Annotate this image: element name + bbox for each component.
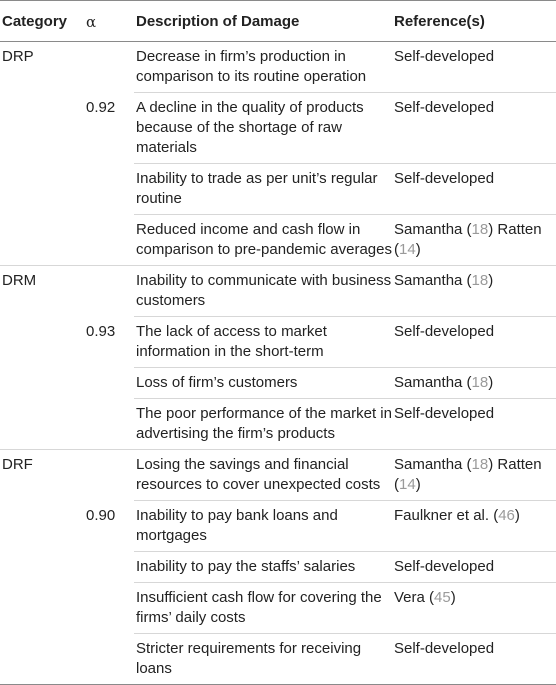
table-row — [0, 164, 556, 215]
table-row — [0, 634, 556, 685]
category-cell — [0, 501, 84, 552]
reference-cell — [392, 634, 556, 685]
reference-citation-link[interactable]: 14 — [399, 241, 416, 258]
reference-cell — [392, 215, 556, 266]
category-cell — [0, 368, 84, 399]
reference-citation-link[interactable]: 18 — [471, 221, 489, 238]
category-cell: DRF — [2, 456, 33, 473]
description-cell: Reduced income and cash flow in comparison to pre-pandemic averages — [134, 215, 392, 266]
category-cell — [0, 215, 84, 266]
alpha-cell — [84, 164, 134, 215]
alpha-cell — [84, 215, 134, 266]
reference-citation-link[interactable]: 14 — [399, 476, 416, 493]
alpha-cell: 0.92 — [86, 98, 116, 116]
alpha-cell — [84, 266, 134, 317]
table-row — [0, 42, 556, 93]
table-row — [0, 93, 556, 164]
description-cell: A decline in the quality of products because of the shortage of raw materials — [134, 93, 392, 164]
category-cell — [0, 399, 84, 450]
description-cell: The lack of access to market information in the short-term — [134, 317, 392, 368]
category-cell — [0, 93, 84, 164]
reference-cell — [392, 93, 556, 164]
alpha-cell — [84, 583, 134, 634]
table-row — [0, 266, 556, 317]
description-cell: Decrease in firm’s production in comparison to its routine operation — [134, 42, 392, 93]
category-cell — [0, 317, 84, 368]
reference-citation-link[interactable]: 18 — [471, 456, 489, 473]
reference-text: Self-developed — [394, 48, 495, 65]
category-cell — [0, 583, 84, 634]
table-row — [0, 450, 556, 501]
description-cell: Inability to pay bank loans and mortgages — [134, 501, 392, 552]
reference-text: Self-developed — [394, 405, 495, 422]
table-row — [0, 583, 556, 634]
reference-text: Self-developed — [394, 640, 495, 657]
table-body — [0, 42, 556, 685]
reference-cell — [392, 164, 556, 215]
header-description: Description of Damage — [134, 1, 392, 42]
reference-cell — [392, 501, 556, 552]
table-row — [0, 399, 556, 450]
table-row — [0, 368, 556, 399]
reference-citation-link[interactable]: 45 — [434, 589, 451, 606]
description-cell: Inability to pay the staffs’ salaries — [134, 552, 392, 583]
table-row — [0, 501, 556, 552]
alpha-cell — [84, 552, 134, 583]
reference-text: ) — [488, 272, 494, 289]
header-references: Reference(s) — [392, 1, 556, 42]
description-cell: Insufficient cash flow for covering the firms’ daily costs — [134, 583, 392, 634]
category-cell: DRP — [2, 48, 34, 65]
category-cell — [0, 164, 84, 215]
reference-text: Samantha ( — [394, 374, 472, 391]
reference-text: Faulkner et al. ( — [394, 507, 499, 524]
alpha-cell — [84, 450, 134, 501]
alpha-cell — [84, 399, 134, 450]
reference-text: ) — [488, 374, 494, 391]
category-cell — [0, 552, 84, 583]
description-cell: Losing the savings and financial resources to cover unexpected costs — [134, 450, 392, 501]
reference-text: Samantha ( — [394, 221, 472, 238]
header-row — [0, 1, 556, 42]
alpha-cell: 0.93 — [86, 322, 116, 340]
description-cell: The poor performance of the market in advertising the firm’s products — [134, 399, 392, 450]
alpha-cell — [84, 42, 134, 93]
reference-cell — [392, 368, 556, 399]
reference-text: ) Ratten ( — [394, 221, 542, 258]
table-row — [0, 552, 556, 583]
alpha-cell: 0.90 — [86, 506, 116, 524]
reference-cell — [392, 42, 556, 93]
category-cell — [0, 634, 84, 685]
reference-text: ) — [415, 241, 421, 258]
reference-text: Vera ( — [394, 589, 435, 606]
description-cell: Inability to communicate with business customers — [134, 266, 392, 317]
reference-cell — [392, 266, 556, 317]
reference-text: Self-developed — [394, 170, 495, 187]
reference-cell — [392, 583, 556, 634]
reference-citation-link[interactable]: 18 — [471, 272, 489, 289]
header-category: Category — [0, 1, 84, 42]
reference-citation-link[interactable]: 18 — [471, 374, 489, 391]
reference-text: Self-developed — [394, 99, 495, 116]
reference-text: ) — [415, 476, 421, 493]
table-header — [0, 1, 556, 42]
alpha-cell — [84, 634, 134, 685]
reference-text: ) Ratten ( — [394, 456, 542, 493]
reference-cell — [392, 317, 556, 368]
description-cell: Stricter requirements for receiving loans — [134, 634, 392, 685]
reference-text: ) — [514, 507, 520, 524]
reference-cell — [392, 399, 556, 450]
table-row — [0, 215, 556, 266]
reference-cell — [392, 450, 556, 501]
alpha-cell — [84, 368, 134, 399]
reference-text: Samantha ( — [394, 456, 472, 473]
reference-cell — [392, 552, 556, 583]
header-alpha: α — [84, 1, 134, 42]
table-row — [0, 317, 556, 368]
category-cell: DRM — [2, 272, 37, 289]
reference-text: ) — [450, 589, 456, 606]
description-cell: Inability to trade as per unit’s regular routine — [134, 164, 392, 215]
description-cell: Loss of firm’s customers — [134, 368, 392, 399]
reference-text: Self-developed — [394, 323, 495, 340]
reference-text: Self-developed — [394, 558, 495, 575]
reference-text: Samantha ( — [394, 272, 472, 289]
reference-citation-link[interactable]: 46 — [498, 507, 515, 524]
